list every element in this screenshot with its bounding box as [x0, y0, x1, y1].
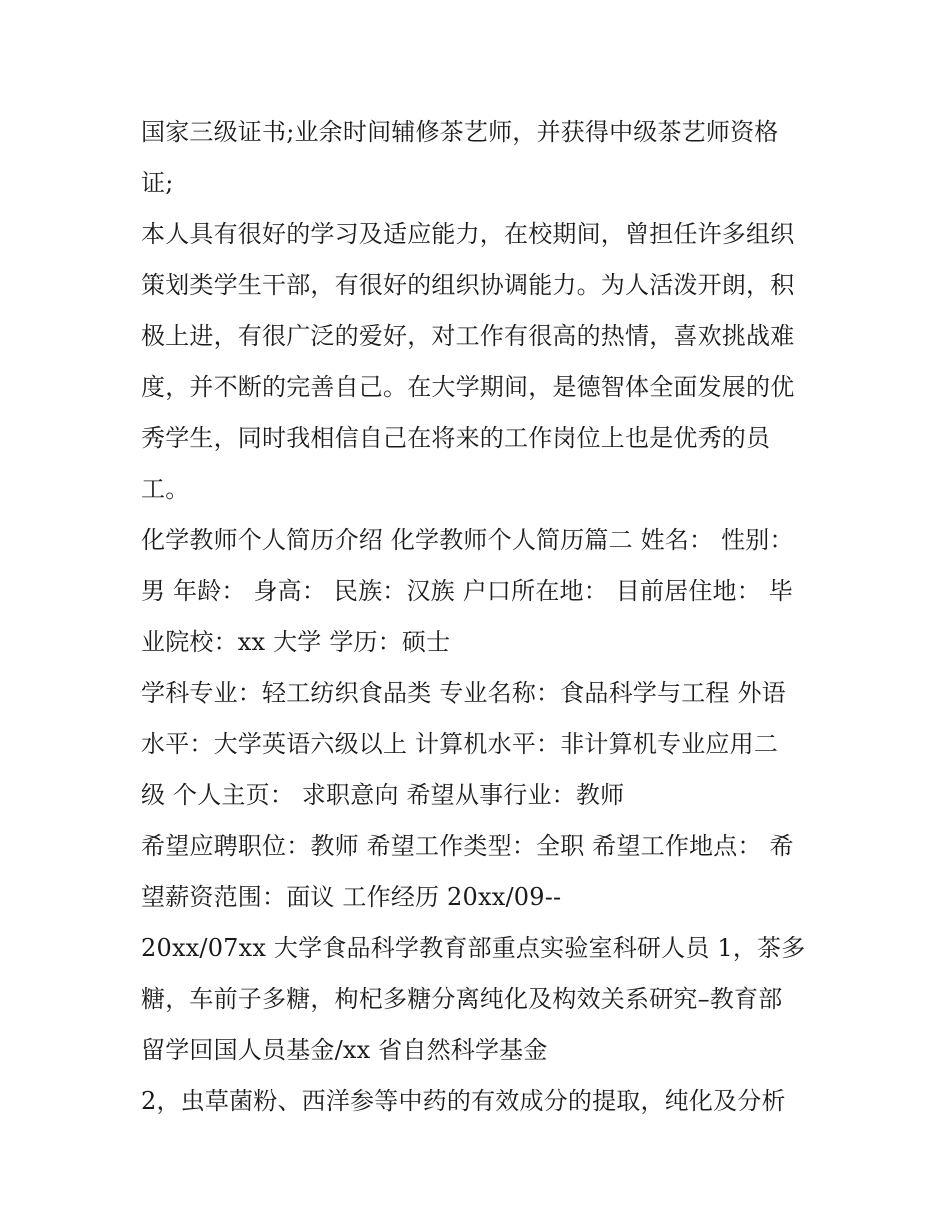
text-line: 极上进，有很广泛的爱好，对工作有很高的热情，喜欢挑战难 [141, 322, 795, 350]
text-line: 度，并不断的完善自己。在大学期间，是德智体全面发展的优 [141, 373, 795, 401]
text-line: 男 年龄： 身高： 民族：汉族 户口所在地： 目前居住地： 毕 [141, 577, 793, 605]
text-line: 水平：大学英语六级以上 计算机水平：非计算机专业应用二 [141, 730, 779, 758]
text-line: 本人具有很好的学习及适应能力，在校期间，曾担任许多组织 [141, 220, 795, 248]
text-line: 糖，车前子多糖，枸杞多糖分离纯化及构效关系研究–教育部 [141, 985, 783, 1013]
text-line: 化学教师个人简历介绍 化学教师个人简历篇二 姓名： 性别： [141, 526, 794, 554]
text-line: 工。 [141, 475, 190, 503]
text-line: 国家三级证书;业余时间辅修茶艺师，并获得中级茶艺师资格 [141, 118, 779, 146]
text-line: 级 个人主页： 求职意向 希望从事行业：教师 [141, 781, 625, 809]
text-line: 策划类学生干部，有很好的组织协调能力。为人活泼开朗，积 [141, 271, 795, 299]
text-line: 希望应聘职位：教师 希望工作类型：全职 希望工作地点： 希 [141, 832, 794, 860]
text-line: 2，虫草菌粉、西洋参等中药的有效成分的提取，纯化及分析 [141, 1087, 786, 1115]
text-line: 留学回国人员基金/xx 省自然科学基金 [141, 1036, 548, 1064]
text-line: 业院校：xx 大学 学历：硕士 [141, 628, 451, 656]
text-line: 秀学生，同时我相信自己在将来的工作岗位上也是优秀的员 [141, 424, 771, 452]
text-line: 学科专业：轻工纺织食品类 专业名称：食品科学与工程 外语 [141, 679, 786, 707]
document-body [141, 107, 821, 1127]
text-line: 证; [141, 169, 174, 197]
text-line: 望薪资范围：面议 工作经历 20xx/09-- [141, 883, 562, 911]
text-line: 20xx/07xx 大学食品科学教育部重点实验室科研人员 1，茶多 [141, 934, 806, 962]
